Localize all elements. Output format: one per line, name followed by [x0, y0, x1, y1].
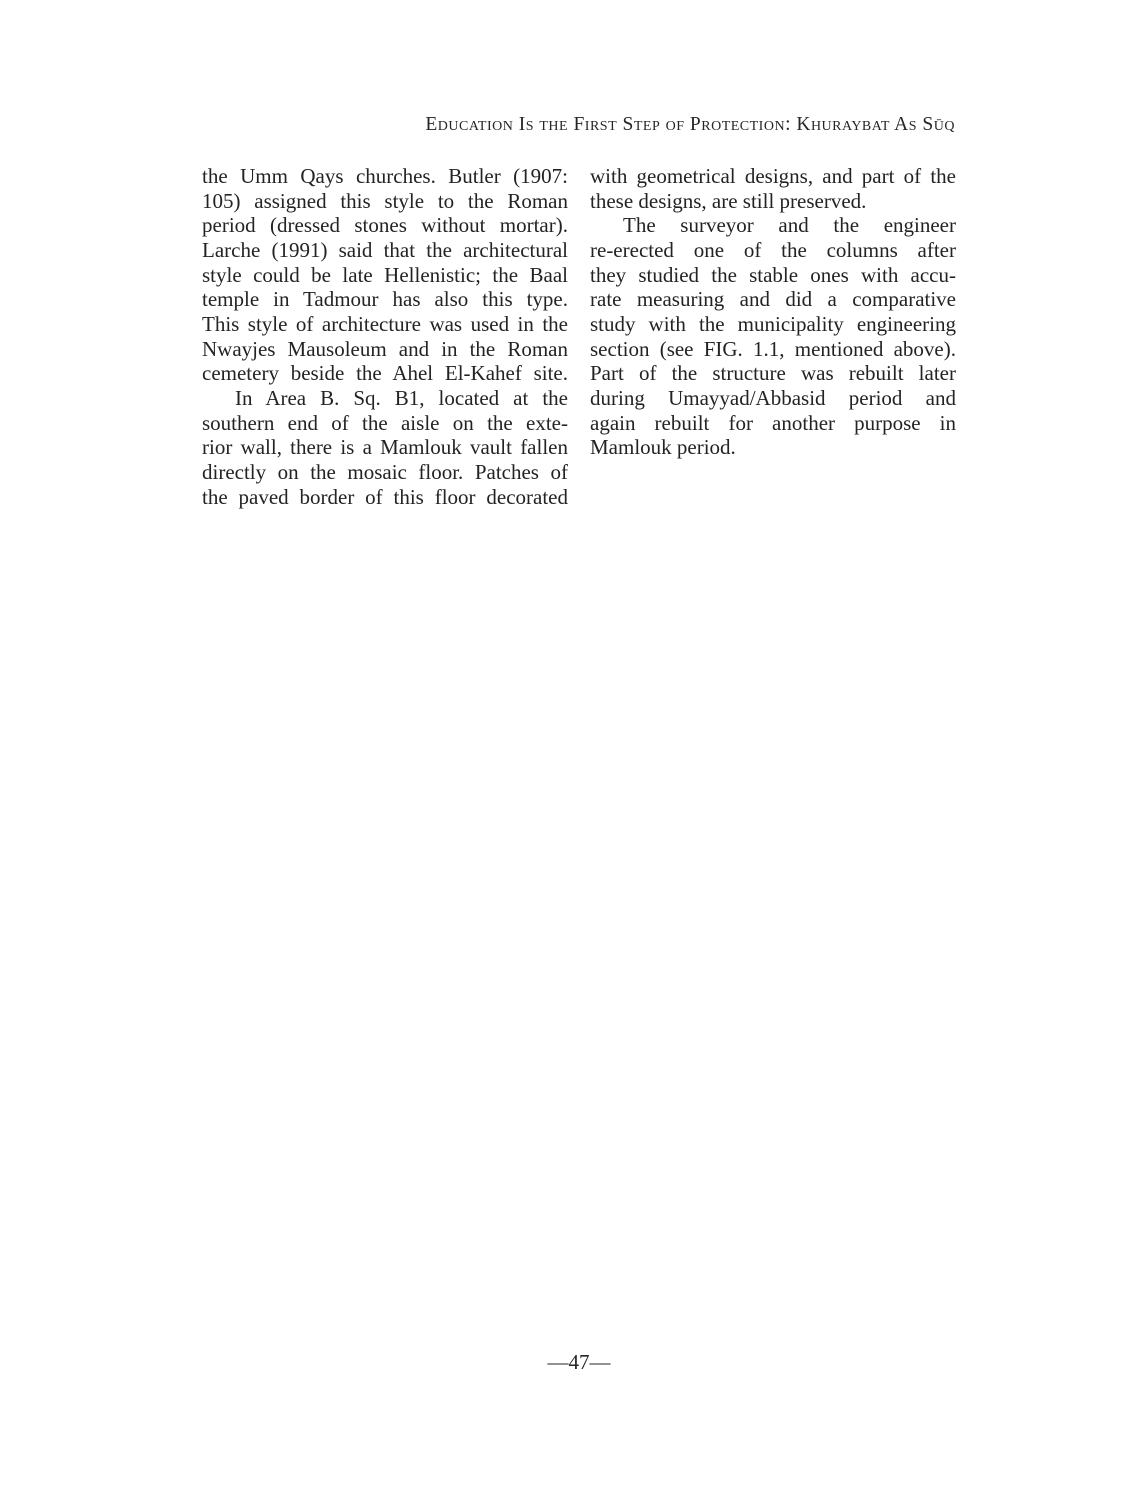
text-line: In Area B. Sq. B1, located at the — [235, 386, 568, 411]
text-line: cemetery beside the Ahel El-Kahef site. — [202, 361, 568, 386]
text-line: re-erected one of the columns after — [590, 238, 956, 263]
text-line: the Umm Qays churches. Butler (1907: — [202, 164, 568, 188]
text-line: with geometrical designs, and part of the — [590, 164, 956, 188]
text-line: Larche (1991) said that the architectural — [202, 238, 568, 263]
text-column-left — [202, 164, 568, 509]
text-line: temple in Tadmour has also this type. — [202, 287, 568, 312]
text-line: period (dressed stones without mortar). — [202, 213, 568, 238]
text-line: study with the municipality engineering — [590, 312, 956, 337]
text-line: again rebuilt for another purpose in — [590, 410, 956, 435]
text-line: rate measuring and did a comparative — [590, 287, 956, 312]
text-line: directly on the mosaic floor. Patches of — [202, 460, 568, 485]
text-line: The surveyor and the engineer — [623, 213, 956, 238]
text-line: they studied the stable ones with accu- — [590, 262, 956, 287]
text-line: Part of the structure was rebuilt later — [590, 361, 956, 386]
text-line: 105) assigned this style to the Roman — [202, 188, 568, 213]
text-line: these designs, are still preserved. — [590, 188, 867, 213]
text-line: southern end of the aisle on the exte- — [202, 410, 568, 435]
text-column-right — [590, 164, 956, 509]
text-line: section (see FIG. 1.1, mentioned above). — [590, 336, 956, 361]
text-line: during Umayyad/Abbasid period and — [590, 386, 956, 411]
text-line: Nwayjes Mausoleum and in the Roman — [202, 336, 568, 361]
text-columns — [202, 164, 956, 509]
running-header: Education Is the First Step of Protection: Khuraybat As Sūq — [425, 114, 955, 135]
text-line: This style of architecture was used in the — [202, 312, 568, 337]
text-line: rior wall, there is a Mamlouk vault fallen — [202, 435, 568, 460]
text-line: Mamlouk period. — [590, 435, 736, 460]
page-number: —47— — [547, 1350, 611, 1374]
text-line: style could be late Hellenistic; the Baal — [202, 262, 568, 287]
text-line: the paved border of this floor decorated — [202, 484, 568, 509]
